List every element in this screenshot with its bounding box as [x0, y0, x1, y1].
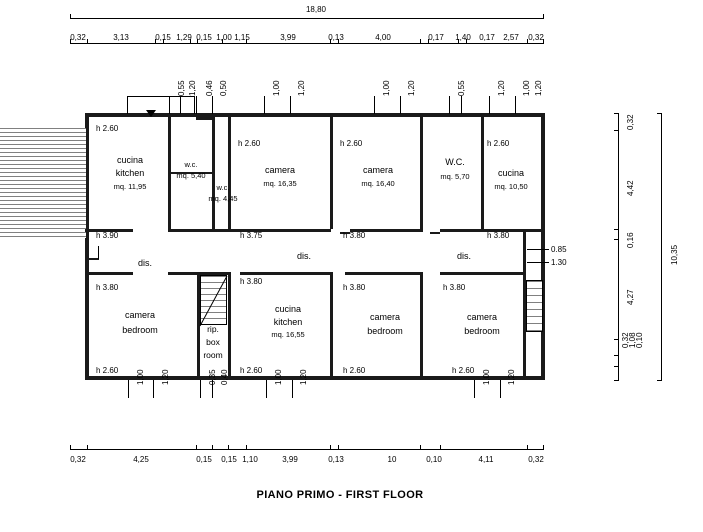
opening-top-2-width: 1,00 [272, 80, 281, 96]
top-dim-2: 0,15 [155, 33, 171, 42]
height-label-h380-c: h 3.80 [96, 283, 119, 292]
room-area-445: mq. 4,45 [208, 194, 238, 203]
top-dim-3: 1,29 [176, 33, 192, 42]
right-dim-6: 0,10 [635, 332, 644, 348]
room-label-camera-2: camera [362, 165, 394, 175]
height-label-h380-a: h 3.80 [343, 231, 366, 240]
top-dim-6: 1,15 [234, 33, 250, 42]
top-dim-8: 0,13 [328, 33, 344, 42]
bottom-dim-8: 0,10 [426, 455, 442, 464]
opening-top-0-height: 1,20 [188, 80, 197, 96]
room-label-wc-1: w.c. [184, 160, 198, 169]
interior-wall-v6 [481, 117, 484, 229]
top-dim-10: 0,17 [428, 33, 444, 42]
height-label-h260-e: h 2.60 [96, 366, 119, 375]
height-label-h260-h: h 2.60 [452, 366, 475, 375]
room-area-1050: mq. 10,50 [494, 182, 528, 191]
room-label-dis-1: dis. [137, 258, 153, 268]
bottom-dim-9: 4,11 [478, 455, 494, 464]
top-dim-1: 3,13 [113, 33, 129, 42]
bottom-dim-3: 0,15 [221, 455, 237, 464]
top-dim-12: 0,17 [479, 33, 495, 42]
height-label-h260-a: h 2.60 [96, 124, 119, 133]
opening-bottom-0-width: 1,00 [136, 369, 145, 385]
room-label-room: room [203, 350, 223, 360]
opening-top-5-height: 1,20 [534, 80, 543, 96]
annotation-130: 1.30 [551, 258, 567, 267]
corridor-wall-bottom-e [440, 272, 523, 275]
interior-wall-v4 [330, 117, 333, 229]
room-label-dis-2: dis. [296, 251, 312, 261]
room-label-rip: rip. [207, 324, 219, 334]
opening-top-1-width: 0,46 [205, 80, 214, 96]
terrain-hatching [0, 128, 86, 238]
top-dim-4: 0,15 [196, 33, 212, 42]
room-label-bedroom-2: bedroom [367, 326, 403, 336]
opening-top-3-width: 1,00 [382, 80, 391, 96]
bottom-dim-0: 0,32 [70, 455, 86, 464]
overall-dimension-line-top [70, 18, 543, 19]
bottom-dim-2: 0,15 [196, 455, 212, 464]
top-dim-11: 1,40 [455, 33, 471, 42]
opening-top-1-height: 0,50 [219, 80, 228, 96]
opening-bottom-3-width: 1,00 [482, 369, 491, 385]
entry-box-left [127, 96, 128, 114]
annotation-085: 0.85 [551, 245, 567, 254]
height-label-h375: h 3.75 [240, 231, 263, 240]
room-label-bedroom-1: bedroom [122, 325, 158, 335]
corridor-wall-bottom-d [345, 272, 423, 275]
interior-wall-v5 [420, 117, 423, 229]
bottom-dim-4: 1,10 [242, 455, 258, 464]
room-label-kitchen-1: kitchen [115, 168, 145, 178]
height-label-h380-f: h 3.80 [443, 283, 466, 292]
overall-width-label: 18,80 [305, 5, 327, 14]
height-label-h380-b: h 3.80 [487, 231, 510, 240]
opening-bottom-2-width: 1,00 [274, 369, 283, 385]
interior-wall-lv3 [330, 272, 333, 379]
opening-bottom-1-width: 0,35 [208, 369, 217, 385]
leader-line-130 [527, 262, 549, 263]
top-dim-14: 0,32 [528, 33, 544, 42]
room-area-1655: mq. 16,55 [271, 330, 305, 339]
room-area-1640: mq. 16,40 [361, 179, 395, 188]
top-dim-9: 4,00 [375, 33, 391, 42]
door-jamb-mid2 [430, 232, 440, 234]
right-dim-5: 1,08 [628, 332, 637, 348]
opening-top-2-height: 1,20 [297, 80, 306, 96]
entry-box-top [127, 96, 195, 97]
top-dim-13: 2,57 [503, 33, 519, 42]
exterior-wall-right [541, 113, 545, 380]
height-label-h260-g: h 2.60 [343, 366, 366, 375]
right-dim-3: 4,27 [626, 289, 635, 305]
bottom-dim-10: 0,32 [528, 455, 544, 464]
interior-wall-lv4 [420, 272, 423, 379]
room-label-camera-3: camera [124, 310, 156, 320]
room-area-540: mq. 5,40 [176, 171, 206, 180]
room-label-wc-2: w.c. [216, 183, 230, 192]
entry-direction-arrow-icon [146, 110, 156, 117]
right-dim-4: 0,32 [621, 332, 630, 348]
opening-bottom-3-height: 1,20 [507, 369, 516, 385]
opening-bottom-1-height: 0,40 [220, 369, 229, 385]
opening-bottom-2-height: 1,20 [299, 369, 308, 385]
dimension-chain-top [70, 43, 543, 44]
room-label-cucina-1: cucina [116, 155, 144, 165]
entry-box-right [194, 96, 195, 114]
height-label-h380-d: h 3.80 [240, 277, 263, 286]
room-label-cucina-2: cucina [497, 168, 525, 178]
bottom-dim-1: 4,25 [133, 455, 149, 464]
dimension-chain-bottom [70, 449, 543, 450]
leader-line-085 [527, 249, 549, 250]
height-label-h380-e: h 3.80 [343, 283, 366, 292]
bottom-dim-6: 0,13 [328, 455, 344, 464]
opening-top-4-height: 1,20 [497, 80, 506, 96]
right-dim-0: 0,32 [626, 114, 635, 130]
height-label-h260-b: h 2.60 [238, 139, 261, 148]
height-label-h390: h 3.90 [96, 231, 119, 240]
drawing-title: PIANO PRIMO - FIRST FLOOR [256, 489, 424, 501]
dim-tick [70, 14, 71, 19]
top-dim-7: 3,99 [280, 33, 296, 42]
right-dim-1: 4,42 [626, 180, 635, 196]
opening-top-3-height: 1,20 [407, 80, 416, 96]
wall-block-top [196, 113, 212, 120]
opening-bottom-0-height: 1,20 [161, 369, 170, 385]
overall-height-label: 10,35 [670, 244, 679, 265]
height-label-h260-c: h 2.60 [340, 139, 363, 148]
opening-top-5-width: 1,00 [522, 80, 531, 96]
height-label-h260-f: h 2.60 [240, 366, 263, 375]
interior-wall-v3 [228, 117, 231, 229]
room-label-dis-3: dis. [456, 251, 472, 261]
room-label-camera-1: camera [264, 165, 296, 175]
room-label-wc-3: W.C. [445, 157, 465, 167]
right-dim-2: 0,16 [626, 232, 635, 248]
room-label-kitchen-2: kitchen [273, 317, 303, 327]
bottom-dim-5: 3,99 [282, 455, 298, 464]
room-label-cucina-3: cucina [274, 304, 302, 314]
room-area-1635: mq. 16,35 [263, 179, 297, 188]
room-area-1195: mq. 11,95 [113, 182, 147, 191]
stair-diagonal-icon [199, 274, 229, 328]
exterior-wall-bottom [85, 376, 545, 380]
room-label-camera-4: camera [369, 312, 401, 322]
room-area-570: mq. 5,70 [440, 172, 470, 181]
door-swing-left [98, 246, 99, 259]
height-label-h260-d: h 2.60 [487, 139, 510, 148]
staircase-right [526, 280, 543, 332]
top-dim-0: 0,32 [70, 33, 86, 42]
overall-dimension-line-right [661, 113, 662, 380]
top-dim-5: 1,00 [216, 33, 232, 42]
opening-top-4-width: 0,55 [457, 80, 466, 96]
corridor-wall-bottom-c [240, 272, 330, 275]
dim-tick [543, 14, 544, 19]
door-jamb-left [85, 258, 99, 260]
room-label-camera-5: camera [466, 312, 498, 322]
bottom-dim-7: 10 [387, 455, 397, 464]
room-label-bedroom-3: bedroom [464, 326, 500, 336]
room-label-box: box [206, 337, 220, 347]
corridor-wall-bottom-a [85, 272, 133, 275]
opening-top-0-width: 0,55 [177, 80, 186, 96]
